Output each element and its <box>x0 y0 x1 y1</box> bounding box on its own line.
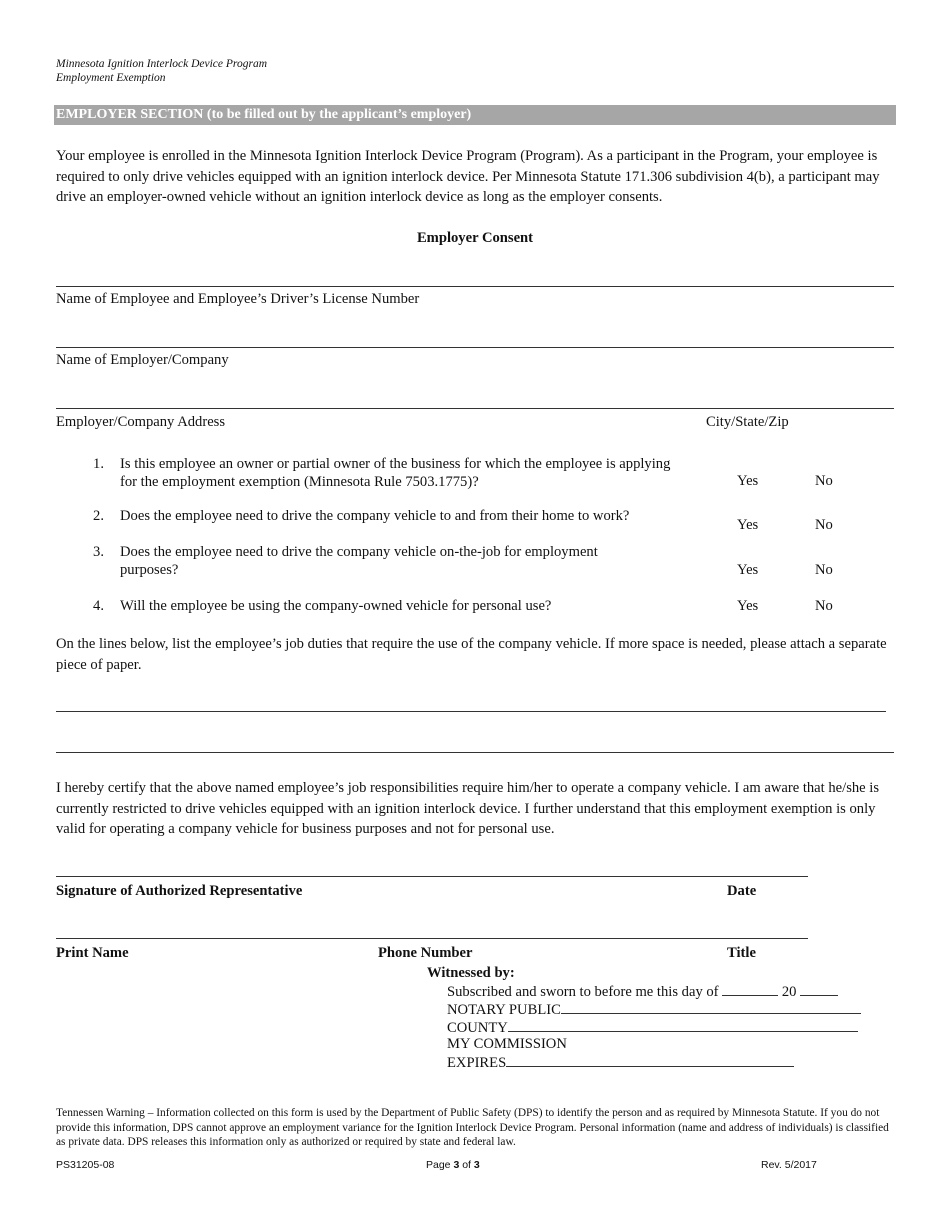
witnessed-by-label: Witnessed by: <box>427 965 515 981</box>
title-label: Title <box>727 945 756 961</box>
yes-option[interactable]: Yes <box>737 473 759 489</box>
notary-public-line <box>447 1000 861 1019</box>
no-option[interactable]: No <box>815 517 833 533</box>
commission-expires-line <box>447 1053 794 1072</box>
certification-paragraph: I hereby certify that the above named employee’s job responsibilities require him/her to operate a company vehicle. I am aware that he/she is currently restricted to drive vehicles equipped with an ignition interlock device. I further understand that this employment exemption is only valid for operating a company vehicle for business purposes and not for personal use. <box>56 780 880 837</box>
duties-line-2[interactable] <box>56 752 894 753</box>
date-label: Date <box>727 883 757 899</box>
commission-label-2: EXPIRES <box>447 1055 507 1071</box>
notary-public-label: NOTARY PUBLIC <box>447 1002 561 1018</box>
duties-line-1[interactable] <box>56 711 886 712</box>
subscribed-line <box>447 982 838 1001</box>
phone-number-label: Phone Number <box>378 945 473 961</box>
question-text: Does the employee need to drive the company vehicle to and from their home to work? <box>120 508 630 524</box>
consent-title: Employer Consent <box>416 230 534 246</box>
intro-paragraph: Your employee is enrolled in the Minnesota Ignition Interlock Device Program (Program). As a participant in the Program, your employee is required to only drive vehicles equipped with an ignition interlock device. Per Minnesota Statute 171.306 subdivision 4(b), a participant may drive an employer-owned vehicle without an ignition interlock device as long as the employer consents. <box>56 148 880 205</box>
print-name-line[interactable] <box>56 938 808 939</box>
county-blank[interactable] <box>508 1018 858 1032</box>
revision-date: Rev. 5/2017 <box>761 1159 817 1171</box>
commission-label-1: MY COMMISSION <box>447 1036 567 1052</box>
yes-option[interactable]: Yes <box>737 598 759 614</box>
employer-name-label: Name of Employer/Company <box>56 352 229 368</box>
employer-address-label: Employer/Company Address <box>56 414 226 430</box>
employee-name-line[interactable] <box>56 286 894 287</box>
signature-line[interactable] <box>56 876 808 877</box>
page-of: of <box>462 1159 471 1171</box>
year-prefix: 20 <box>781 984 797 1000</box>
page-current: 3 <box>453 1159 460 1171</box>
print-name-label: Print Name <box>56 945 129 961</box>
page-indicator <box>426 1159 480 1172</box>
page-total: 3 <box>473 1159 480 1171</box>
question-text: Does the employee need to drive the company vehicle on-the-job for employment purposes? <box>120 544 598 578</box>
year-blank[interactable] <box>800 982 838 996</box>
question-number: 4. <box>93 598 104 614</box>
signature-label: Signature of Authorized Representative <box>56 883 303 899</box>
no-option[interactable]: No <box>815 598 833 614</box>
employer-section-banner: EMPLOYER SECTION (to be filled out by the applicant’s employer) <box>54 105 896 125</box>
commission-expires-blank[interactable] <box>506 1053 794 1067</box>
employer-address-line[interactable] <box>56 408 894 409</box>
yes-option[interactable]: Yes <box>737 562 759 578</box>
form-number: PS31205-08 <box>56 1159 115 1171</box>
notary-public-blank[interactable] <box>561 1000 861 1014</box>
city-state-zip-label: City/State/Zip <box>706 414 789 430</box>
duties-instructions: On the lines below, list the employee’s job duties that require the use of the company vehicle. If more space is needed, please attach a separate piece of paper. <box>56 636 887 673</box>
question-text: Is this employee an owner or partial owner of the business for which the employee is applying for the employment exemption (Minnesota Rule 7503.1775)? <box>120 456 671 490</box>
page-prefix: Page <box>426 1159 451 1171</box>
question-number: 2. <box>93 508 104 524</box>
yes-option[interactable]: Yes <box>737 517 759 533</box>
form-name: Employment Exemption <box>56 72 166 84</box>
no-option[interactable]: No <box>815 473 833 489</box>
employee-name-label: Name of Employee and Employee’s Driver’s License Number <box>56 291 420 307</box>
question-number: 3. <box>93 544 104 560</box>
question-text: Will the employee be using the company-owned vehicle for personal use? <box>120 598 552 614</box>
subscribed-text: Subscribed and sworn to before me this day of <box>447 984 719 1000</box>
question-number: 1. <box>93 456 104 472</box>
county-label: COUNTY <box>447 1020 508 1036</box>
program-name: Minnesota Ignition Interlock Device Program <box>56 58 267 70</box>
day-blank[interactable] <box>722 982 778 996</box>
no-option[interactable]: No <box>815 562 833 578</box>
tennessen-warning: Tennessen Warning – Information collected on this form is used by the Department of Public Safety (DPS) to identify the person and as required by Minnesota Statute. If you do not provide this information, DPS cannot approve an employment variance for the Ignition Interlock Device Program. Personal information (name and address of individuals) is classified as private data. DPS releases this information only as authorized or required by state and federal law. <box>56 1107 889 1148</box>
employer-name-line[interactable] <box>56 347 894 348</box>
